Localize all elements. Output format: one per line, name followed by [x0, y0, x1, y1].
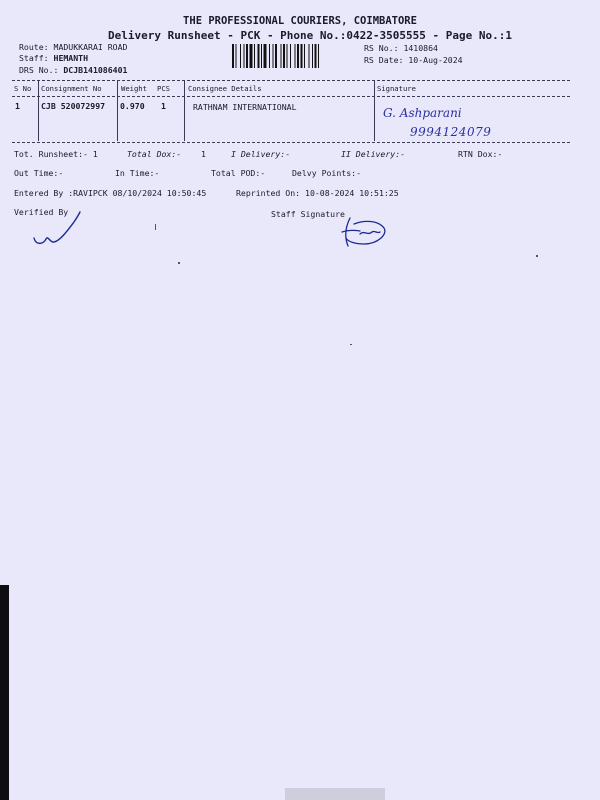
- barcode-bar: [264, 44, 267, 68]
- staff-label: Staff:: [19, 53, 49, 63]
- ii-delivery: II Delivery:-: [341, 149, 406, 159]
- rs-no-line: [364, 43, 438, 53]
- barcode-bar: [269, 44, 270, 68]
- drs-line: [19, 65, 127, 75]
- scan-speck: [536, 255, 538, 257]
- barcode-bar: [312, 44, 313, 68]
- staff-line: [19, 53, 88, 63]
- row-consignee: RATHNAM INTERNATIONAL: [193, 102, 297, 112]
- header-sno: S No: [14, 84, 32, 93]
- barcode-bar: [240, 44, 241, 68]
- row-pcs: 1: [161, 101, 166, 111]
- column-divider: [374, 81, 375, 141]
- barcode-bar: [318, 44, 319, 68]
- barcode: [232, 44, 356, 68]
- tot-runsheet: Tot. Runsheet:- 1: [14, 149, 98, 159]
- rs-date-value: 10-Aug-2024: [408, 55, 463, 65]
- barcode-bar: [261, 44, 262, 68]
- barcode-bar: [254, 44, 255, 68]
- route-value: MADUKKARAI ROAD: [53, 42, 128, 52]
- barcode-bar: [258, 44, 260, 68]
- route-label: Route:: [19, 42, 49, 52]
- barcode-bar: [309, 44, 310, 68]
- row-sno: 1: [15, 101, 20, 111]
- rs-no-value: 1410864: [403, 43, 438, 53]
- verifier-signature: [28, 208, 88, 250]
- barcode-bar: [246, 44, 248, 68]
- column-divider: [117, 81, 118, 141]
- barcode-bar: [250, 44, 253, 68]
- staff-signature-label: Staff Signature: [271, 209, 345, 219]
- row-weight: 0.970: [120, 101, 145, 111]
- drs-value: DCJB141086401: [63, 65, 128, 75]
- scan-edge-shadow: [0, 585, 9, 800]
- column-divider: [38, 81, 39, 141]
- total-pod: Total POD:-: [211, 168, 266, 178]
- scan-speck: [155, 224, 156, 230]
- column-divider: [184, 81, 185, 141]
- rtn-dox: RTN Dox:-: [458, 149, 503, 159]
- barcode-bar: [297, 44, 299, 68]
- barcode-bar: [315, 44, 317, 68]
- i-delivery: I Delivery:-: [231, 149, 291, 159]
- rs-date-label: RS Date:: [364, 55, 404, 65]
- barcode-bar: [273, 44, 274, 68]
- route-line: [19, 42, 127, 52]
- table-top-rule: [12, 80, 570, 81]
- rs-date-line: [364, 55, 463, 65]
- reprinted-on: Reprinted On: 10-08-2024 10:51:25: [236, 188, 399, 198]
- runsheet-title: Delivery Runsheet - PCK - Phone No.:0422-3505555 - Page No.:1: [108, 29, 512, 42]
- staff-signature: [338, 214, 390, 252]
- drs-label: DRS No.:: [19, 65, 59, 75]
- in-time: In Time:-: [115, 168, 160, 178]
- handwritten-receiver-phone: 9994124079: [410, 125, 492, 139]
- table-bottom-rule: [12, 142, 570, 143]
- barcode-bar: [281, 44, 282, 68]
- barcode-bar: [287, 44, 288, 68]
- table-header-rule: [12, 96, 570, 97]
- verified-by-label: Verified By: [14, 207, 69, 217]
- total-dox-label: Total Dox:-: [127, 149, 182, 159]
- barcode-bar: [275, 44, 277, 68]
- delvy-points: Delvy Points:-: [292, 168, 362, 178]
- header-pcs: PCS: [157, 84, 170, 93]
- rs-no-label: RS No.:: [364, 43, 399, 53]
- handwritten-receiver-name: G. Ashparani: [383, 106, 462, 120]
- entered-by: Entered By :RAVIPCK 08/10/2024 10:50:45: [14, 188, 207, 198]
- barcode-bar: [232, 44, 234, 68]
- staff-value: HEMANTH: [53, 53, 89, 63]
- scan-speck: [350, 344, 352, 345]
- barcode-bar: [244, 44, 245, 68]
- barcode-bar: [295, 44, 296, 68]
- scan-speck: [178, 262, 180, 264]
- barcode-bar: [304, 44, 305, 68]
- header-signature: Signature: [377, 84, 416, 93]
- barcode-bar: [236, 44, 237, 68]
- total-dox-value: 1: [201, 149, 206, 159]
- barcode-bar: [290, 44, 291, 68]
- barcode-bar: [283, 44, 285, 68]
- barcode-bar: [301, 44, 303, 68]
- header-weight: Weight: [121, 84, 147, 93]
- header-consignee: Consignee Details: [188, 84, 262, 93]
- row-consignment: CJB 520072997: [41, 101, 106, 111]
- company-title: THE PROFESSIONAL COURIERS, COIMBATORE: [183, 15, 417, 27]
- scan-bottom-mark: [285, 788, 385, 800]
- header-consignment: Consignment No: [41, 84, 102, 93]
- out-time: Out Time:-: [14, 168, 64, 178]
